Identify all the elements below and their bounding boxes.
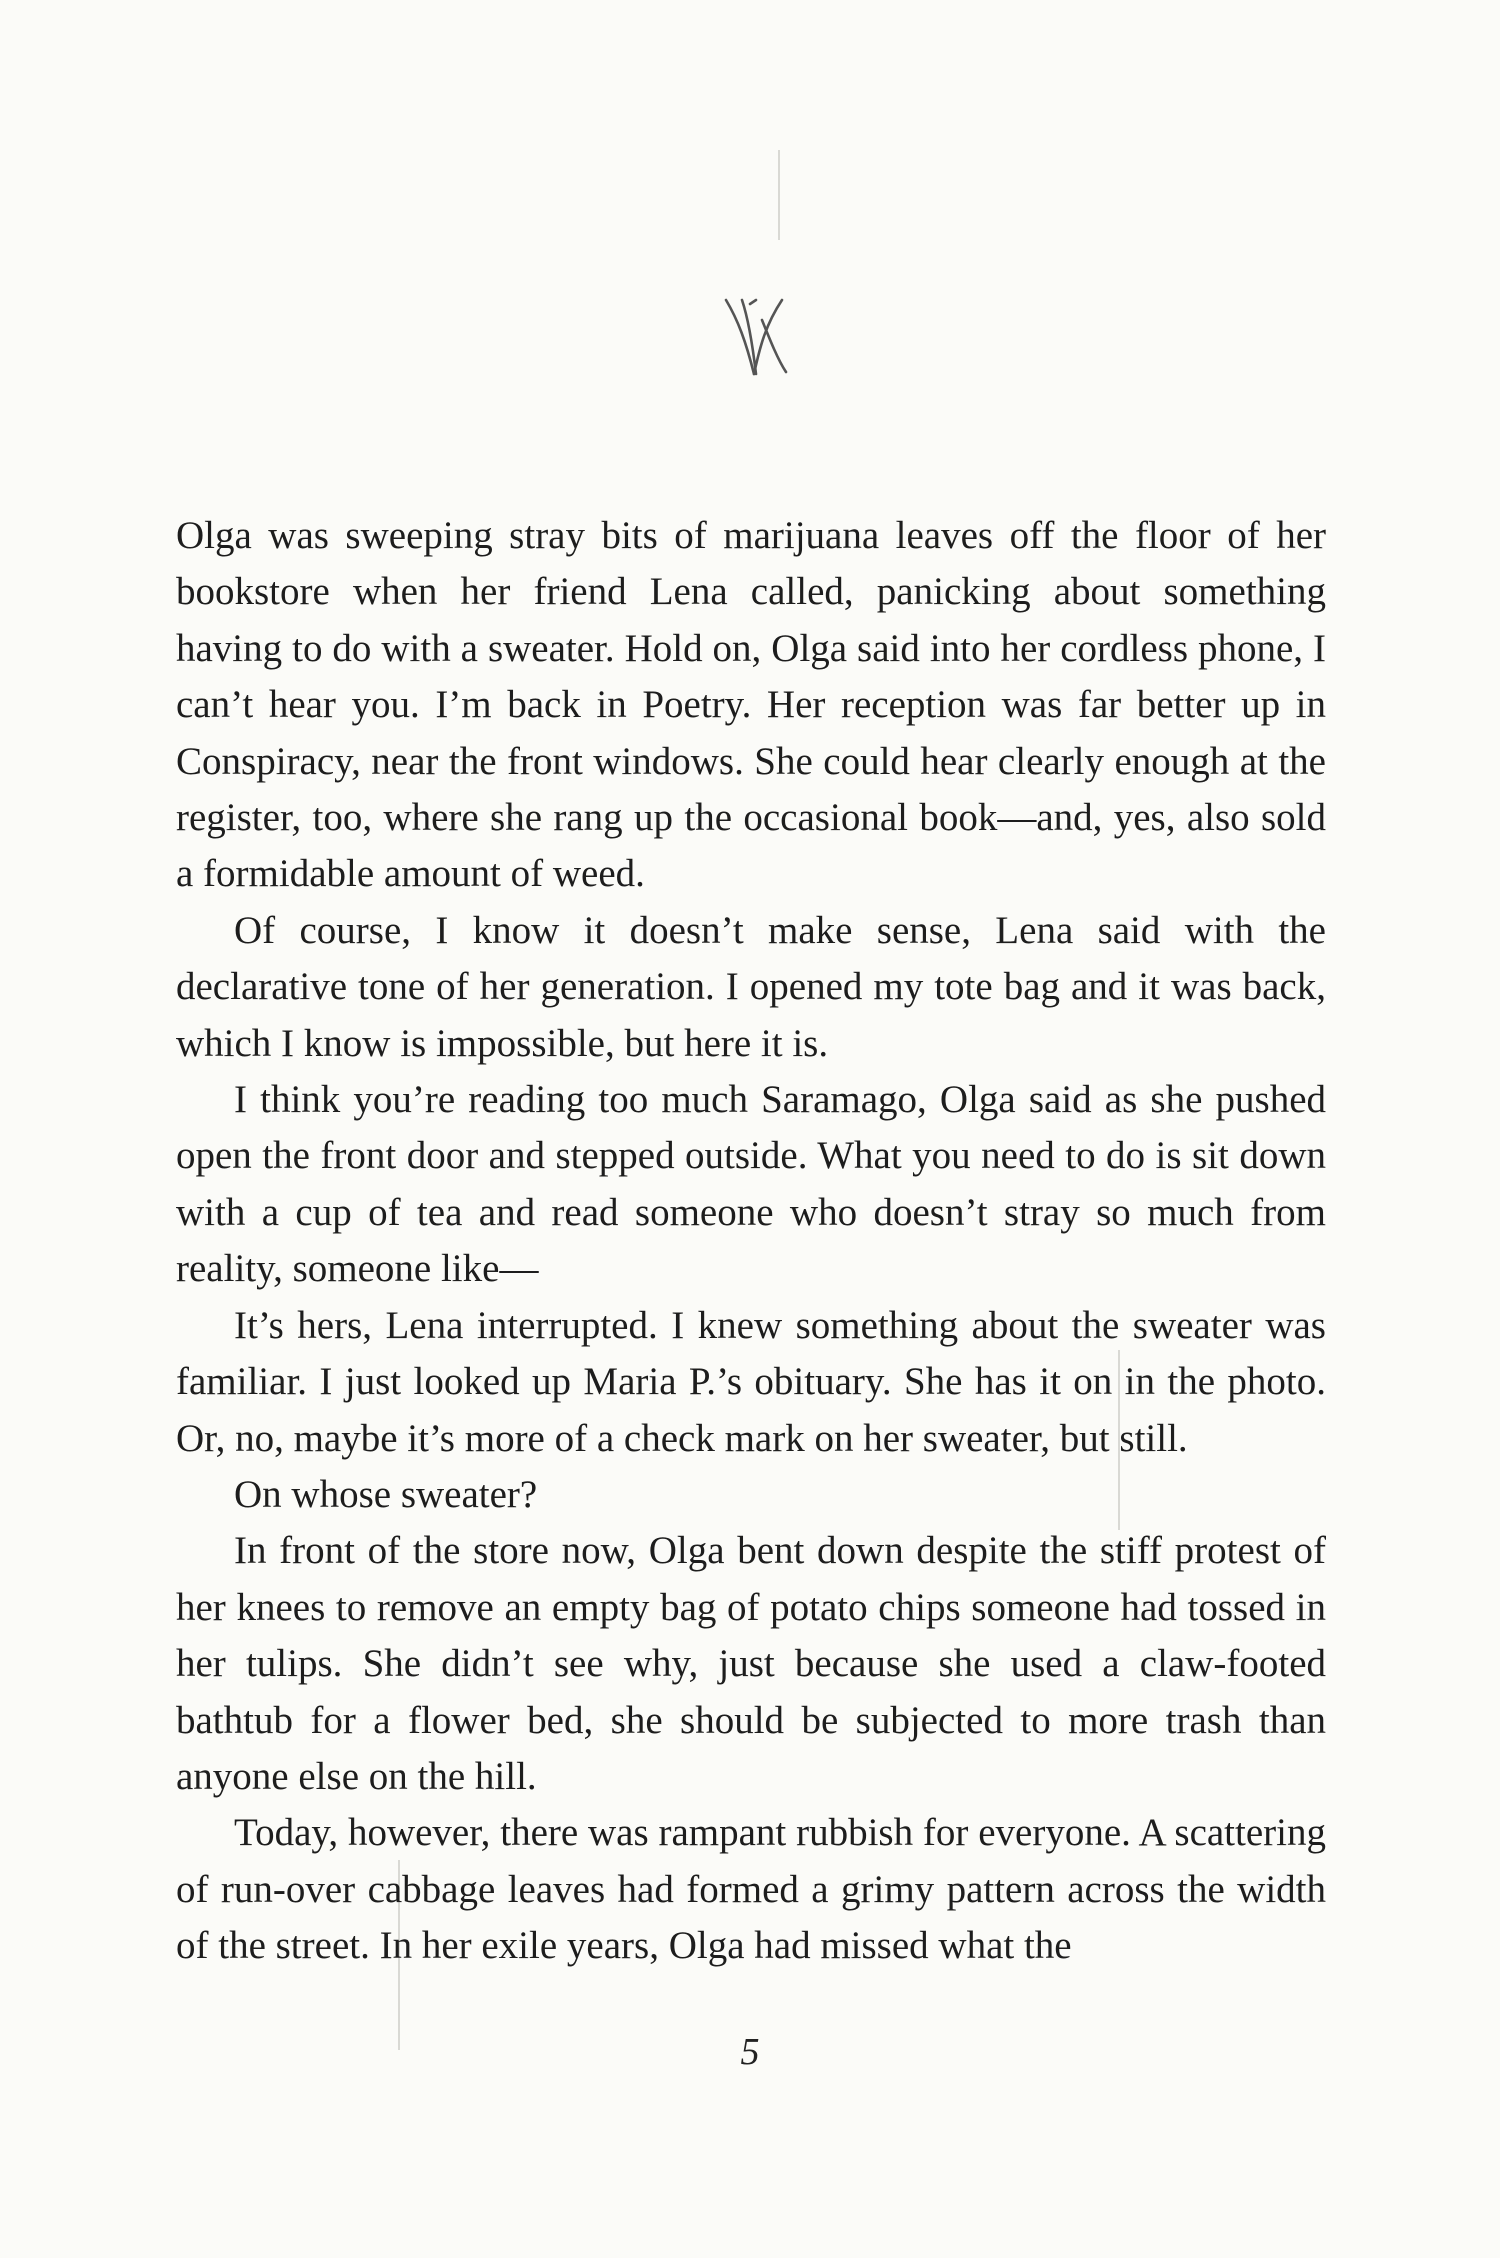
body-text — [176, 508, 1326, 1975]
page-number: 5 — [740, 2031, 760, 2073]
paragraph: On whose sweater? — [234, 1472, 538, 1516]
paragraph: I think you’re reading too much Saramago, Olga said as she pushed open the front door and stepped outside. What you need to do is sit down with a cup of tea and read someone who doesn’t stray so much from reality, someone like— — [176, 1078, 1326, 1291]
paragraph: It’s hers, Lena interrupted. I knew something about the sweater was familiar. I just looked up Maria P.’s obituary. She has it on in the photo. Or, no, maybe it’s more of a check mark on her sweater, but still. — [176, 1303, 1326, 1460]
chapter-ornament-icon — [720, 290, 790, 380]
scan-artifact — [778, 150, 780, 240]
paragraph: Olga was sweeping stray bits of marijuana leaves off the floor of her bookstore when her friend Lena called, panicking about something having to do with a sweater. Hold on, Olga said into her cordless phone, I can’t hear you. I’m back in Poetry. Her reception was far better up in Conspiracy, near the front windows. She could hear clearly enough at the register, too, where she rang up the occasional book—and, yes, also sold a formidable amount of weed. — [176, 514, 1326, 896]
paragraph: Today, however, there was rampant rubbish for everyone. A scattering of run-over cabbage leaves had formed a grimy pattern across the width of the street. In her exile years, Olga had missed what the — [176, 1811, 1326, 1968]
paragraph: Of course, I know it doesn’t make sense, Lena said with the declarative tone of her generation. I opened my tote bag and it was back, which I know is impossible, but here it is. — [176, 908, 1326, 1065]
paragraph: In front of the store now, Olga bent down despite the stiff protest of her knees to remove an empty bag of potato chips someone had tossed in her tulips. She didn’t see why, just because she used a claw-footed bathtub for a flower bed, she should be subjected to more trash than anyone else on the hill. — [176, 1529, 1326, 1798]
